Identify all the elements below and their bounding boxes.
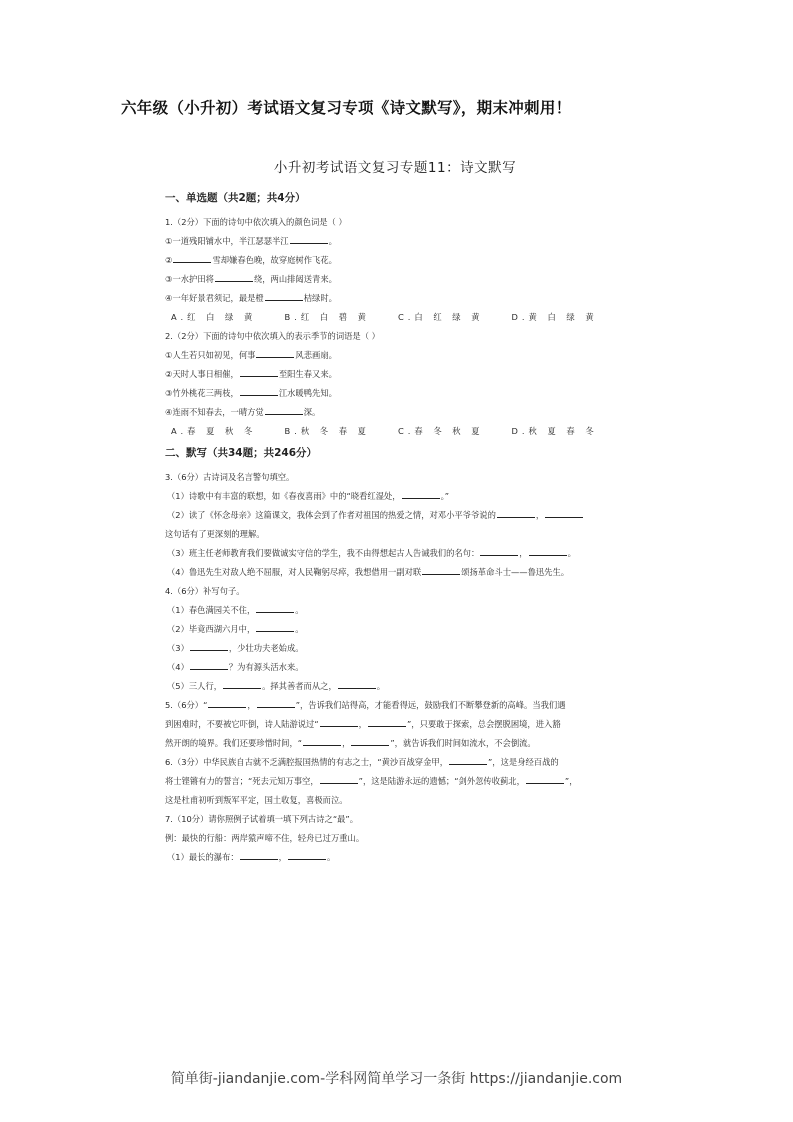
doc-title: 小升初考试语文复习专题11：诗文默写 <box>273 160 517 176</box>
question-line: （4）鲁迅先生对敌人绝不屈服，对人民鞠躬尽瘁，我想借用一副对联 颂扬革命斗士——鲁迅先生。 <box>167 567 570 577</box>
answer-blank <box>265 406 303 415</box>
answer-blank <box>320 718 358 727</box>
question-line: （3） ，少壮功夫老始成。 <box>167 643 304 653</box>
option-b: B.红 白 碧 黄 <box>284 312 370 322</box>
answer-blank <box>545 509 583 518</box>
answer-blank <box>402 490 440 499</box>
question-2 <box>165 327 625 441</box>
example-line: 例：最快的行船：两岸猿声啼不住，轻舟已过万重山。 <box>165 833 365 843</box>
question-line: 这句话有了更深刻的理解。 <box>165 529 265 539</box>
answer-blank <box>190 642 228 651</box>
question-line: 将士铿锵有力的誓言；“死去元知万事空， ”，这是陆游永远的遗憾；“剑外忽传收蓟北， ”， <box>165 776 578 786</box>
option-a: A.红 白 绿 黄 <box>171 312 257 322</box>
question-stem: 4.（6分）补写句子。 <box>165 586 245 596</box>
question-line: （2）读了《怀念母亲》这篇课文，我体会到了作者对祖国的热爱之情，对邓小平爷爷说的 ， <box>165 506 625 525</box>
answer-blank <box>303 737 341 746</box>
question-stem: 3.（6分）古诗词及名言警句填空。 <box>165 472 295 482</box>
question-line: （1）最长的瀑布： ， 。 <box>167 852 336 862</box>
question-6 <box>165 753 625 810</box>
watermark-footer: 简单街-jiandanjie.com-学科网简单学习一条街 https://jiandanjie.com <box>170 1071 623 1087</box>
answer-blank <box>449 756 487 765</box>
question-stem: 2.（2分）下面的诗句中依次填入的表示季节的词语是（ ） <box>165 331 380 341</box>
question-stem: 7.（10分）请你照例子试着填一填下列古诗之“最”。 <box>165 814 359 824</box>
question-line: ② 雪却嫌春色晚，故穿庭树作飞花。 <box>165 255 337 265</box>
answer-blank <box>223 680 261 689</box>
option-c: C.春 冬 秋 夏 <box>398 426 484 436</box>
question-3 <box>165 468 625 582</box>
question-line: 到困难时，不要被它吓倒，诗人陆游说过“ ， ”，只要敢于探索，总会摆脱困境，进入豁 <box>165 719 561 729</box>
answer-blank <box>529 547 567 556</box>
option-d: D.秋 夏 春 冬 <box>511 426 598 436</box>
question-5 <box>165 696 625 753</box>
question-line: （1）诗歌中有丰富的联想，如《春夜喜雨》中的“晓看红湿处， 。” <box>167 491 450 501</box>
question-line: ④一年好景君须记，最是橙 桔绿时。 <box>165 293 337 303</box>
question-4 <box>165 582 625 696</box>
option-a: A.春 夏 秋 冬 <box>171 426 257 436</box>
answer-blank <box>526 775 564 784</box>
answer-blank <box>422 566 460 575</box>
question-line: （2）毕竟西湖六月中， 。 <box>167 624 304 634</box>
answer-blank <box>208 699 246 708</box>
answer-blank <box>256 349 294 358</box>
answer-blank <box>480 547 518 556</box>
answer-blank <box>257 699 295 708</box>
option-b: B.秋 冬 春 夏 <box>284 426 370 436</box>
question-line: ①人生若只如初见，何事 风悲画扇。 <box>165 350 337 360</box>
answer-blank <box>256 623 294 632</box>
answer-blank <box>265 292 303 301</box>
page-header: 六年级（小升初）考试语文复习专项《诗文默写》，期末冲刺用！ <box>121 99 572 117</box>
question-line: （4） ？为有源头活水来。 <box>167 662 304 672</box>
answer-options <box>165 422 625 441</box>
question-line: ②天时人事日相催， 至阳生春又来。 <box>165 369 337 379</box>
question-line: 这是杜甫初听到叛军平定，国土收复，喜极而泣。 <box>165 795 348 805</box>
answer-blank <box>256 604 294 613</box>
answer-blank <box>320 775 358 784</box>
question-line: ④连雨不知春去，一晴方觉 深。 <box>165 407 321 417</box>
answer-blank <box>368 718 406 727</box>
section-1-title: 一、单选题（共2题；共4分） <box>165 192 306 204</box>
question-line: ①一道残阳铺水中，半江瑟瑟半江 。 <box>165 236 337 246</box>
question-line: （5）三人行， 。择其善者而从之， 。 <box>167 681 386 691</box>
answer-blank <box>351 737 389 746</box>
scanned-exam-page <box>165 150 625 867</box>
answer-blank <box>290 235 328 244</box>
answer-blank <box>240 368 278 377</box>
answer-blank <box>288 851 326 860</box>
section-2-title: 二、默写（共34题；共246分） <box>165 447 318 459</box>
answer-blank <box>190 661 228 670</box>
answer-options <box>165 308 625 327</box>
question-7 <box>165 810 625 867</box>
answer-blank <box>215 273 253 282</box>
answer-blank <box>240 851 278 860</box>
answer-blank <box>338 680 376 689</box>
answer-blank <box>497 509 535 518</box>
question-line: （3）班主任老师教育我们要做诚实守信的学生，我不由得想起古人告诫我们的名句： ， 。 <box>167 548 576 558</box>
answer-blank <box>240 387 278 396</box>
option-d: D.黄 白 绿 黄 <box>511 312 598 322</box>
question-line: （1）春色满园关不住， 。 <box>167 605 304 615</box>
question-1 <box>165 213 625 327</box>
question-line: 然开朗的境界。我们还要珍惜时间，“ ， ”，就告诉我们时间如流水，不会倒流。 <box>165 738 536 748</box>
question-line: 5.（6分）“ ， ”，告诉我们站得高，才能看得远，鼓励我们不断攀登新的高峰。当我们遇 <box>165 700 566 710</box>
question-line: ③竹外桃花三两枝， 江水暖鸭先知。 <box>165 388 337 398</box>
answer-blank <box>173 254 211 263</box>
question-stem: 1.（2分）下面的诗句中依次填入的颜色词是（ ） <box>165 217 347 227</box>
question-line: ③一水护田将 绕，两山排闼送青来。 <box>165 274 337 284</box>
option-c: C.白 红 绿 黄 <box>398 312 484 322</box>
question-line: 6.（3分）中华民族自古就不乏满腔报国热情的有志之士，“黄沙百战穿金甲， ”，这是身经百战的 <box>165 757 559 767</box>
